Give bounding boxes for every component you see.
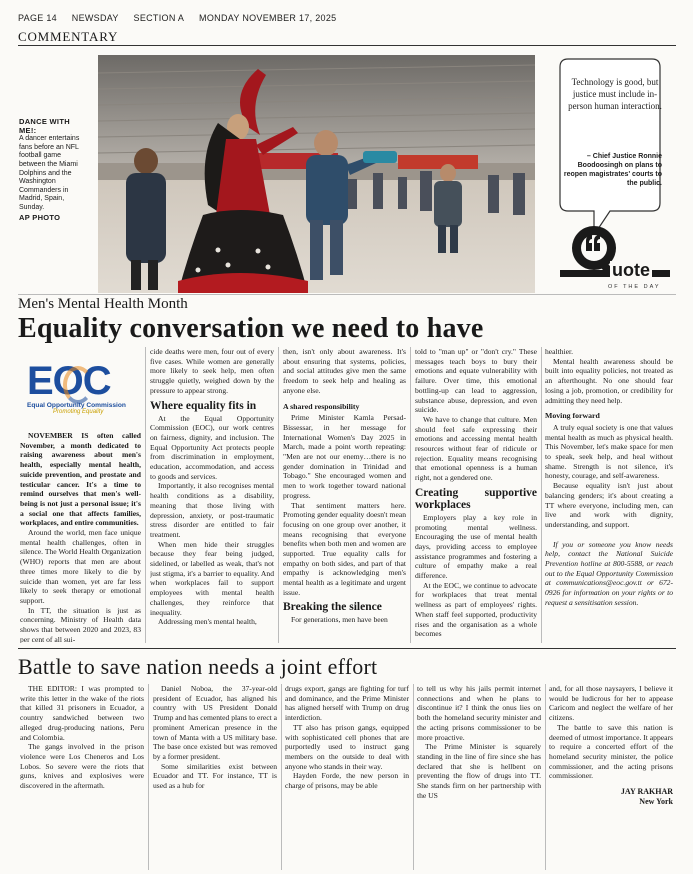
article1-paragraph: A truly equal society is one that values mental health as much as physical health. This November, let's make space for men to speak, seek help, and heal without shame. Strength is not silence, it's honesty, courage, and self-awareness. [545,422,673,481]
article1-paragraph: We have to change that culture. Men should feel safe expressing their emotions and accessing mental health resources without fear of ridicule or rejection. Equality means recognising that emotional openness is a human right, not a gendered one. [415,414,537,483]
article2-column-5 [549,684,673,870]
subhead-breaking-silence: Breaking the silence [283,600,382,613]
letter-paragraph: TT also has prison gangs, equipped with sophisticated cell phones that are purportedly used to instruct gang members on the outside to deal with anyone who stands in their way. [285,722,409,771]
letter-paragraph: THE EDITOR: I was prompted to write this letter in the wake of the riots that killed 31 prisoners in Ecuador, a country sandwiched between two alleged drug-producing nations, Peru and Colombia. [20,684,144,742]
article1-paragraph: For generations, men have been [291,614,388,624]
article1-paragraph: Mental health awareness should be built into equality policies, not treated as an afterthought. No one should fear losing a job, promotion, or credibility for admitting they need help. [545,356,673,405]
column-rule [541,347,542,643]
letter-paragraph: and, for all those naysayers, I believe it would be ludicrous for her to appease Caricom and neglect the welfare of her citizens. [549,684,673,723]
article2-column-2 [153,684,277,870]
article1-paragraph: Because equality isn't just about balancing genders; it's about creating a TT where everyone, including men, can live and work with dignity, understanding, and support. [545,481,673,529]
article-headline: Equality conversation we need to have [18,313,484,344]
letter-paragraph: drugs export, gangs are fighting for turf and dominance, and the Prime Minister has aligned herself with Trump on drug interdiction. [285,684,409,723]
subhead-supportive-workplaces: Creating supportive workplaces [415,486,537,511]
article2-column-3 [285,684,409,870]
column-rule [545,684,546,870]
column-rule [278,347,279,643]
eoc-logo-letters: EOC [27,359,111,403]
stadium-scene-image [98,55,535,293]
section-title: COMMENTARY [18,29,119,44]
column-rule [145,347,146,643]
column-rule [281,684,282,870]
helpline-note: If you or someone you know needs help, contact the National Suicide Prevention hotline at 800-5588, or reach out to the Equal Opportunity Commission at communications@eoc.gov.tt or 672-0926 for information on your rights or to request a sensitisation session. [545,539,673,607]
article1-paragraph: In TT, the situation is just as concerning. Ministry of Health data shows that between 2020 and 2023, 83 per cent of all sui- [20,605,141,643]
page-number: PAGE 14 [18,13,57,23]
article1-lead: NOVEMBER IS often called November, a month dedicated to raising awareness about men's health, especially mental health, suicide prevention, and prostate and testicular cancer. It's a time to remind ourselves that men's well-being is not just a personal issue; it's a social one that affects families, workplaces, and entire communities. [20,431,141,528]
photo-rule [18,294,676,295]
article1-paragraph: Employers play a key role in promoting mental wellness. Encouraging the use of mental health days, providing access to employee assistance programmes and fostering a culture of empathy make a real difference. [415,512,537,581]
article1-paragraph: Around the world, men face unique mental health challenges, often in silence. The World Health Organization (WHO) reports that men are about three times more likely to die by suicide than women, yet are far less likely to seek therapy or emotional support. [20,528,141,605]
caption-text: A dancer entertains fans before an NFL football game between the Miami Dolphins and the Washington Commanders in Madrid, Spain, Sunday. [19,135,80,211]
caption-credit: AP PHOTO [19,212,61,222]
newspaper-name: NEWSDAY [71,13,119,23]
article1-paragraph: then, isn't only about awareness. It's about ensuring that systems, policies, and social attitudes give men the same freedom to seek help and healing as anyone else. [283,347,406,395]
caption-title: DANCE WITH ME!: [19,117,70,135]
section-label: SECTION A [133,13,185,23]
article1-column-4 [415,347,537,643]
letter-headline: Battle to save nation needs a joint effort [18,654,378,679]
article1-paragraph: told to "man up" or "don't cry." These messages teach boys to bury their emotions and equate vulnerability with failure. Over time, this emotional bottling-up can lead to aggression, substance abuse, depression, and even suicide. [415,347,537,415]
article1-paragraph: healthier. [545,347,574,356]
article1-column-5 [545,347,673,643]
quote-attribution: – Chief Justice Ronnie Boodoosingh on plans to reopen magistrates' courts to the public. [563,153,662,187]
letter-paragraph: to tell us why his jails permit internet connections and when he plans to discontinue it? I think the onus lies on both the homeland security minister and the acting prisons commissioner to be more proactive. [417,684,541,742]
article-kicker: Men's Mental Health Month [18,296,188,312]
column-rule [410,347,411,643]
subhead-shared-responsibility: A shared responsibility [283,401,360,411]
quote-logo-word: uote [612,260,650,280]
subhead-equality: Where equality fits in [150,399,257,412]
eoc-logo-tagline: Promoting Equality [53,409,104,415]
letter-paragraph: Some similarities exist between Ecuador and TT. For instance, TT is used as a hub for [153,761,277,791]
article-separator [18,648,676,649]
article1-column-3 [283,347,406,643]
column-rule [148,684,149,870]
photo-caption [19,118,83,222]
article1-column-1 [20,431,141,643]
eoc-logo-name: Equal Opportunity Commission [27,402,126,409]
article1-column-2 [150,347,274,643]
letter-paragraph: The Prime Minister is squarely standing in the line of fire since she has declared that she is hellbent on preventing the flow of drugs into TT. She stands firm on her partnership with the US [417,742,541,800]
quote-logo-sub: OF THE DAY [608,284,661,290]
column-rule [413,684,414,870]
header-rule [18,45,676,46]
article1-paragraph: At the Equal Opportunity Commission (EOC), our work centres on fairness, dignity, and inclusion. The Equal Opportunity Act protects people from discrimination in employment, education, accommodation, and access to goods and services. [150,413,274,481]
letter-signature: JAY RAKHAR [620,787,673,797]
letter-paragraph: The battle to save this nation is deemed of utmost importance. It appears to require a concerted effort of the homeland security minister, the police commissioner, and the acting prisons commissioner. [549,722,673,781]
quote-text: Technology is good, but justice must include in-person human interaction. [568,77,662,112]
article2-column-1 [20,684,144,870]
letter-location: New York [639,797,673,807]
letter-paragraph: The gangs involved in the prison violence were Los Cheneros and Los Lobos. So severe were the riots that guns, knives and explosives were discovered in the aftermath. [20,742,144,791]
article1-paragraph: At the EOC, we continue to advocate for workplaces that treat mental wellness as part of employees' rights. When staff feel supported, productivity rises and the organisation as a whole becomes [415,580,537,639]
article1-paragraph: Importantly, it also recognises mental health conditions as a disability, meaning that those living with depression, anxiety, or post-traumatic stress disorder are entitled to fair treatment. [150,481,274,539]
article1-paragraph: Prime Minister Kamla Persad-Bissessar, in her message for International Women's Day 2025 in March, made a point worth repeating: "Men are not our enemy…there is no gender domination in Trinidad and Tobago." She encouraged women and men to work together toward national progress. [283,413,406,500]
issue-date: MONDAY NOVEMBER 17, 2025 [199,13,337,23]
article1-paragraph: That sentiment matters here. Promoting gender equality doesn't mean focusing on one group over another, it means recognising that everyone benefits when both men and women are supported. True equality calls for empathy on both sides, and part of that empathy is acknowledging men's mental health as a legitimate and urgent issue. [283,500,406,597]
masthead [18,13,348,23]
letter-paragraph: Hayden Forde, the new person in charge of prisons, may be able [285,771,409,791]
eoc-logo [27,360,135,422]
article1-paragraph: When men hide their struggles because they fear being judged, sidelined, or labelled as weak, that's not just stigma, it's a barrier to equality. And when workplaces fail to support employees with mental health challenges, they reinforce that inequality. [150,539,274,617]
letter-paragraph: Daniel Noboa, the 37-year-old president of Ecuador, has aligned his country with US President Donald Trump and has cemented plans to erect a prominent American presence in the town of Manta with a US military base. The base once existed but was removed by a former president. [153,684,277,761]
article2-column-4 [417,684,541,870]
dancer-photo [98,55,535,293]
article1-paragraph: Addressing men's mental health, [158,617,257,627]
article1-paragraph: cide deaths were men, four out of every five cases. While women are generally more likely to seek help, men often struggle quietly, weighed down by the pressure to appear strong. [150,347,274,395]
eoc-logo-swirl-icon [63,366,93,404]
subhead-moving-forward: Moving forward [545,411,600,421]
